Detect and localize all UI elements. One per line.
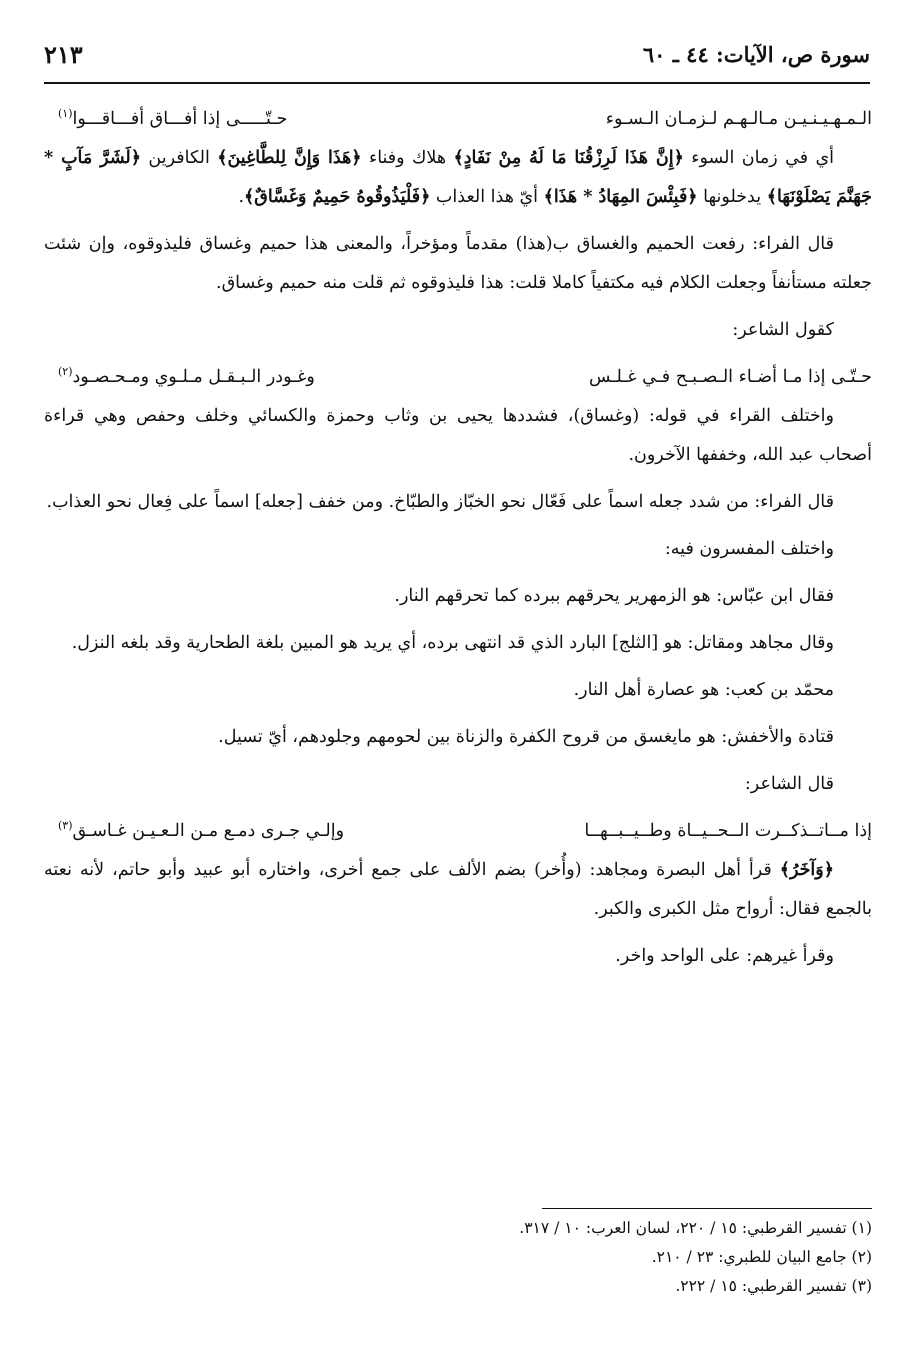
quran-quote: ﴿هَذَا وَإِنَّ لِلطَّاغِينَ﴾ bbox=[217, 148, 362, 168]
quran-quote: ﴿وَآخَرُ﴾ bbox=[779, 860, 834, 880]
verse-line-1 bbox=[44, 100, 872, 139]
paragraph-poet-intro-1: كقول الشاعر: bbox=[732, 320, 834, 340]
surah-title: سورة ص، الآيات: ٤٤ ـ ٦٠ bbox=[642, 42, 870, 67]
verse-line-2 bbox=[44, 358, 872, 397]
quran-quote: ﴿لَشَرَّ مَآبٍ * جَهَنَّمَ يَصْلَوْنَهَا﴾ bbox=[44, 148, 872, 207]
paragraph-farra-2: قال الفراء: من شدد جعله اسماً على فَعّال نحو الخبّاز والطبّاخ. ومن خفف [جعله] اسماً على فِعال نحو العذاب. bbox=[46, 492, 834, 512]
page-body bbox=[44, 100, 872, 976]
header-rule bbox=[44, 82, 870, 84]
paragraph-farra-1: قال الفراء: رفعت الحميم والغساق ب(هذا) مقدماً ومؤخراً، والمعنى هذا حميم وغساق فليذوقوه، وإن شئت جعلته مستأنفاً وجعلت الكلام فيه مكتفياً كاملا قلت: هذا فليذوقوه ثم قلت منه حميم وغساق. bbox=[44, 234, 872, 293]
footnotes bbox=[44, 1214, 872, 1301]
footnote-ref-2: (٢) bbox=[58, 365, 73, 379]
paragraph-readings: واختلف القراء في قوله: (وغساق)، فشددها يحيى بن وثاب وحمزة والكسائي وخلف وحفص وهي قراءة أصحاب عبد الله، وخففها الآخرون. bbox=[44, 406, 872, 465]
verse-2-first-hemistich: حـتّـى إذا مـا أضـاء الـصـبـح فـي غـلـس bbox=[589, 367, 872, 387]
verse-1-first-hemistich: الـمـهـيـنـيـن مـالـهـم لـزمـان الـسـوء bbox=[605, 109, 872, 129]
verse-line-3 bbox=[44, 812, 872, 851]
footnote-rule bbox=[542, 1208, 872, 1209]
verse-1-second-hemistich: حـتّـــــى إذا أفـــاق أفـــاقـــوا bbox=[72, 109, 288, 129]
paragraph-qatada: قتادة والأخفش: هو مايغسق من قروح الكفرة والزناة بين لحومهم وجلودهم، أيّ تسيل. bbox=[218, 727, 834, 747]
paragraph-poet-intro-2: قال الشاعر: bbox=[744, 774, 834, 794]
verse-3-first-hemistich: إذا مــاتــذكــرت الــحــيــاة وطــيــبــهــا bbox=[584, 821, 872, 841]
quran-quote: ﴿إِنَّ هَذَا لَرِزْقُنَا مَا لَهُ مِنْ نَفَادٍ﴾ bbox=[453, 148, 684, 168]
footnote-1: (١) تفسير القرطبي: ١٥ / ٢٢٠، لسان العرب: ١٠ / ٣١٧. bbox=[519, 1219, 872, 1237]
page-header bbox=[44, 38, 870, 84]
quran-quote: ﴿فَلْيَذُوقُوهُ حَمِيمٌ وَغَسَّاقٌ﴾ bbox=[244, 187, 431, 207]
paragraph-mufassirun: واختلف المفسرون فيه: bbox=[664, 539, 834, 559]
paragraph-tafsir-1: أي في زمان السوء ﴿إِنَّ هَذَا لَرِزْقُنَا مَا لَهُ مِنْ نَفَادٍ﴾ هلاك وفناء ﴿هَذَا وَإِنَّ لِلطَّاغِينَ﴾ الكافرين ﴿لَشَرَّ مَآبٍ * جَهَنَّمَ يَصْلَوْنَهَا﴾ يدخلونها ﴿فَبِئْسَ المِهَادُ * هَذَا﴾ أيّ هذا العذاب ﴿فَلْيَذُوقُوهُ حَمِيمٌ وَغَسَّاقٌ﴾. bbox=[44, 148, 872, 207]
verse-3-second-hemistich: وإلـي جـرى دمـع مـن الـعـيـن غـاسـق bbox=[72, 821, 345, 841]
paragraph-others-reading: وقرأ غيرهم: على الواحد واخر. bbox=[615, 946, 834, 966]
paragraph-ibn-abbas: فقال ابن عبّاس: هو الزمهرير يحرقهم ببرده كما تحرقهم النار. bbox=[394, 586, 834, 606]
paragraph-muhammad-ibn-kaab: محمّد بن كعب: هو عصارة أهل النار. bbox=[573, 680, 834, 700]
footnote-ref-3: (٣) bbox=[58, 819, 73, 833]
paragraph-wa-akhar: ﴿وَآخَرُ﴾ قرأ أهل البصرة ومجاهد: (وأُخر) بضم الألف على جمع أخرى، واختاره أبو عبيد وأبو حاتم، لأنه نعته بالجمع فقال: أرواح مثل الكبرى والكبر. bbox=[44, 860, 872, 919]
verse-2-second-hemistich: وغـودر الـبـقـل مـلـوي ومـحـصـود bbox=[72, 367, 315, 387]
footnote-ref-1: (١) bbox=[58, 107, 73, 121]
footnote-2: (٢) جامع البيان للطبري: ٢٣ / ٢١٠. bbox=[651, 1248, 872, 1266]
footnote-3: (٣) تفسير القرطبي: ١٥ / ٢٢٢. bbox=[675, 1277, 872, 1295]
paragraph-mujahid: وقال مجاهد ومقاتل: هو [الثلج] البارد الذي قد انتهى برده، أي يريد هو المبين بلغة الطحارية وقد بلغه النزل. bbox=[71, 633, 834, 653]
page-number: ٢١٣ bbox=[44, 40, 83, 69]
quran-quote: ﴿فَبِئْسَ المِهَادُ * هَذَا﴾ bbox=[543, 187, 698, 207]
